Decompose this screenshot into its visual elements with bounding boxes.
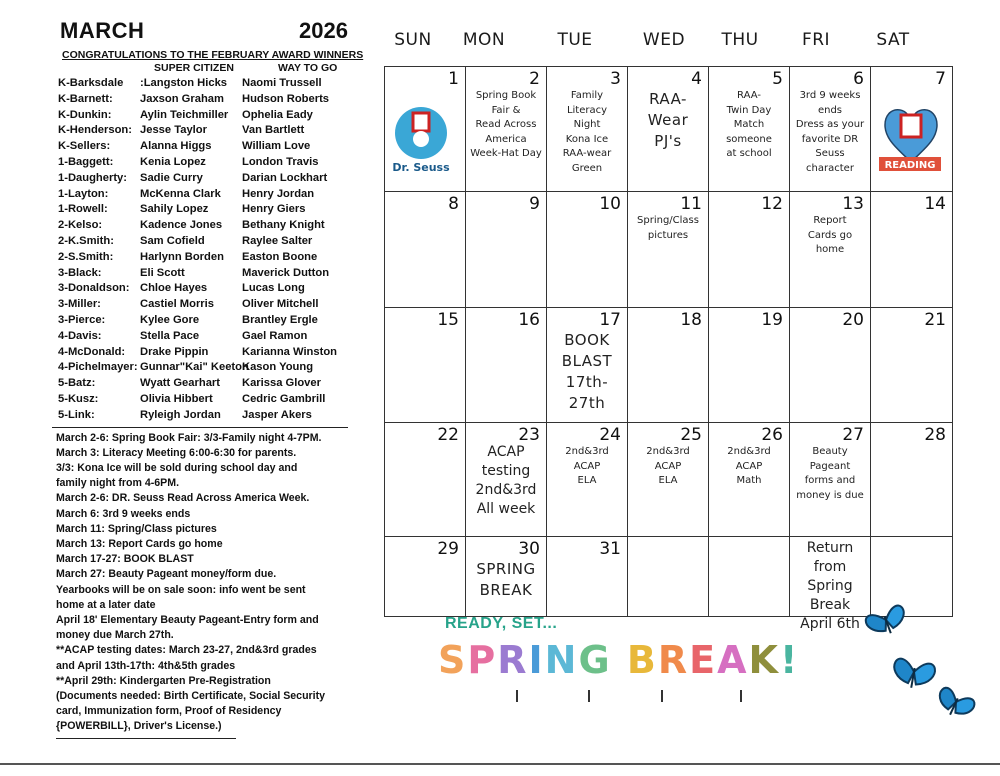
way-to-go-winner: Cedric Gambrill <box>242 392 326 405</box>
ready-set-text: READY, SET... <box>445 615 558 632</box>
note-line: April 18' Elementary Beauty Pageant-Entry form and <box>56 613 319 626</box>
super-citizen-winner: Gunnar"Kai" Keeton <box>140 361 249 374</box>
calendar-day <box>547 308 628 423</box>
way-to-go-winner: Karissa Glover <box>242 377 321 390</box>
event-line: BOOK <box>564 331 610 349</box>
note-line: **April 29th: Kindergarten Pre-Registration <box>56 674 271 687</box>
calendar-day <box>466 67 547 192</box>
note-line: (Documents needed: Birth Certificate, Social Security <box>56 689 326 702</box>
day-number: 13 <box>842 194 864 214</box>
super-citizen-winner: Jesse Taylor <box>140 124 207 137</box>
event-line: America <box>485 133 527 145</box>
event-line: Math <box>736 475 762 486</box>
day-number: 19 <box>761 310 783 330</box>
event-line: Read Across <box>475 119 537 130</box>
day-event <box>709 89 789 162</box>
calendar-day <box>871 308 953 423</box>
event-line: Seuss <box>815 148 845 159</box>
butterfly-icon <box>934 686 977 722</box>
day-number: 8 <box>448 194 459 214</box>
winner-row <box>56 219 348 235</box>
day-event <box>547 89 627 176</box>
calendar-day <box>547 67 628 192</box>
event-line: Kona Ice <box>565 133 609 145</box>
super-citizen-winner: McKenna Clark <box>140 187 221 200</box>
event-line: Week-Hat Day <box>470 148 542 159</box>
event-line: Literacy <box>566 104 608 116</box>
calendar-day <box>547 192 628 308</box>
calendar-day <box>871 423 953 537</box>
event-line: PJ's <box>654 132 682 150</box>
event-line: SPRING <box>476 560 536 578</box>
winner-row <box>56 282 348 298</box>
event-line: Fair & <box>491 104 521 116</box>
event-line: ELA <box>658 475 678 486</box>
day-header: WED <box>642 30 686 50</box>
note-line: March 17-27: BOOK BLAST <box>56 553 194 566</box>
calendar-day <box>790 192 871 308</box>
event-line: All week <box>476 501 536 517</box>
butterflies-image <box>856 590 996 730</box>
class-name: 5-Batz: <box>58 377 96 390</box>
event-line: someone <box>726 133 772 145</box>
way-to-go-winner: Naomi Trussell <box>242 77 322 89</box>
winner-row <box>56 346 348 362</box>
event-line: RAA-wear <box>562 148 612 159</box>
day-header: SAT <box>876 30 910 50</box>
event-line: ends <box>817 104 843 116</box>
note-line: March 27: Beauty Pageant money/form due. <box>56 568 277 581</box>
way-to-go-winner: Van Bartlett <box>242 124 305 137</box>
day-header: SUN <box>394 30 432 50</box>
winner-row <box>56 77 348 93</box>
event-line: Match <box>733 119 765 130</box>
svg-text:Dr. Seuss: Dr. Seuss <box>392 161 450 174</box>
super-citizen-winner: Kenia Lopez <box>140 155 206 168</box>
tick-mark <box>661 690 663 702</box>
winners-list <box>56 77 348 425</box>
banner-letter: K <box>748 638 780 682</box>
winner-row <box>56 361 348 377</box>
calendar-day <box>385 423 466 537</box>
winner-row <box>56 409 348 425</box>
super-citizen-winner: Eli Scott <box>140 266 185 279</box>
note-line: March 2-6: Spring Book Fair: 3/3-Family night 4-7PM. <box>56 431 322 444</box>
super-citizen-winner: Harlynn Borden <box>140 250 224 263</box>
banner-letter: A <box>717 638 749 682</box>
day-number: 27 <box>842 425 864 445</box>
calendar-day <box>466 423 547 537</box>
event-line: Dress as your <box>795 119 865 130</box>
calendar-day <box>628 423 709 537</box>
notes-list <box>56 431 348 735</box>
banner-letter: B <box>626 638 658 682</box>
event-line: 2nd&3rd <box>646 446 690 457</box>
event-line: home <box>815 244 845 255</box>
super-citizen-winner: Sam Cofield <box>140 234 205 247</box>
class-name: K-Henderson: <box>58 124 132 137</box>
way-to-go-winner: Henry Jordan <box>242 187 315 200</box>
spring-break-banner <box>438 638 799 682</box>
event-line: pictures <box>647 229 689 241</box>
super-citizen-winner: Sahily Lopez <box>140 203 209 216</box>
class-name: 3-Pierce: <box>58 313 106 326</box>
month-title: MARCH <box>60 18 145 43</box>
event-line: 3rd 9 weeks <box>799 90 861 101</box>
calendar-day <box>709 192 790 308</box>
way-to-go-winner: Lucas Long <box>242 282 305 295</box>
banner-letter <box>612 638 627 682</box>
event-line: April 6th <box>800 616 860 632</box>
way-to-go-winner: Oliver Mitchell <box>242 298 319 311</box>
super-citizen-winner: Jaxson Graham <box>140 92 224 105</box>
i-love-reading-image <box>875 95 945 175</box>
event-line: 2nd&3rd <box>475 482 537 498</box>
banner-letter: R <box>497 638 529 682</box>
event-line: Spring Book <box>475 90 537 101</box>
super-citizen-winner: Wyatt Gearhart <box>140 377 220 390</box>
event-line: 2nd&3rd <box>727 446 771 457</box>
super-citizen-winner: Kylee Gore <box>140 313 200 326</box>
svg-text:READING: READING <box>884 160 936 171</box>
class-name: 2-Kelso: <box>58 219 103 232</box>
day-event <box>790 214 870 258</box>
day-number: 31 <box>599 539 621 559</box>
way-to-go-winner: Kason Young <box>242 361 314 374</box>
day-event <box>628 445 708 489</box>
day-number: 28 <box>924 425 946 445</box>
winner-row <box>56 109 348 125</box>
class-name: 1-Layton: <box>58 187 109 200</box>
day-event <box>466 443 546 519</box>
calendar-day <box>385 67 466 192</box>
note-line: home at a later date <box>56 598 156 611</box>
super-citizen-winner: Stella Pace <box>140 329 200 342</box>
winner-row <box>56 188 348 204</box>
class-name: 3-Donaldson: <box>58 282 130 295</box>
way-to-go-winner: Henry Giers <box>242 203 306 216</box>
winner-row <box>56 251 348 267</box>
class-name: K-Dunkin: <box>58 108 112 121</box>
class-name: K-Sellers: <box>58 140 111 153</box>
day-number: 23 <box>518 425 540 445</box>
day-number: 22 <box>437 425 459 445</box>
event-line: RAA- <box>737 90 761 101</box>
class-name: 4-Pichelmayer: <box>58 361 138 374</box>
note-line: **ACAP testing dates: March 23-27, 2nd&3rd grades <box>56 644 317 657</box>
calendar-day <box>871 67 953 192</box>
event-line: Pageant <box>809 460 851 472</box>
note-line: Yearbooks will be on sale soon: info went be sent <box>56 583 306 596</box>
calendar-day <box>385 537 466 617</box>
super-citizen-winner: Kadence Jones <box>140 219 223 232</box>
class-name: 5-Kusz: <box>58 392 99 405</box>
note-line: March 2-6: DR. Seuss Read Across America Week. <box>56 492 310 505</box>
day-number: 12 <box>761 194 783 214</box>
day-number: 24 <box>599 425 621 445</box>
event-line: RAA- <box>649 90 687 108</box>
calendar-day <box>709 67 790 192</box>
super-citizen-winner: Castiel Morris <box>140 298 214 311</box>
note-line: card, Immunization form, Proof of Residency <box>56 705 282 718</box>
day-number: 29 <box>437 539 459 559</box>
day-number: 10 <box>599 194 621 214</box>
event-line: ACAP <box>487 444 525 460</box>
super-citizen-winner: :Langston Hicks <box>140 77 228 89</box>
dr-seuss-birthday-image <box>389 95 459 175</box>
butterfly-icon <box>864 604 909 640</box>
winner-row <box>56 314 348 330</box>
day-number: 3 <box>610 69 621 89</box>
event-line: Green <box>571 162 603 174</box>
banner-letter: G <box>578 638 612 682</box>
day-number: 21 <box>924 310 946 330</box>
day-event <box>709 445 789 489</box>
banner-letter: ! <box>779 638 800 682</box>
divider <box>56 738 236 739</box>
way-to-go-winner: Hudson Roberts <box>242 92 330 105</box>
class-name: 3-Miller: <box>58 298 101 311</box>
super-citizen-winner: Drake Pippin <box>140 345 209 358</box>
way-to-go-winner: William Love <box>242 140 311 153</box>
event-line: 2nd&3rd ACAP <box>565 446 609 472</box>
class-name: 4-Davis: <box>58 329 102 342</box>
calendar-day <box>790 308 871 423</box>
day-number: 16 <box>518 310 540 330</box>
class-name: 1-Daugherty: <box>58 171 127 184</box>
winner-row <box>56 298 348 314</box>
calendar-day <box>871 192 953 308</box>
winner-row <box>56 140 348 156</box>
day-number: 7 <box>935 69 946 89</box>
event-line: Spring <box>807 578 853 594</box>
calendar-day <box>466 192 547 308</box>
event-line: Twin Day <box>726 104 772 116</box>
note-line: March 6: 3rd 9 weeks ends <box>56 507 191 520</box>
left-panel <box>56 18 364 741</box>
class-name: 4-McDonald: <box>58 345 126 358</box>
day-header: FRI <box>801 30 831 50</box>
way-to-go-winner: Raylee Salter <box>242 234 313 247</box>
class-name: 1-Baggett: <box>58 155 114 168</box>
winner-row <box>56 93 348 109</box>
event-line: Report <box>813 215 847 226</box>
awards-title: CONGRATULATIONS TO THE FEBRUARY AWARD WINNERS <box>62 49 364 61</box>
class-name: K-Barksdale <box>58 77 124 89</box>
winner-row <box>56 172 348 188</box>
day-header: MON <box>462 30 506 50</box>
banner-letter: P <box>467 638 498 682</box>
super-citizen-winner: Sadie Curry <box>140 171 203 184</box>
note-line: March 3: Literacy Meeting 6:00-6:30 for parents. <box>56 446 297 459</box>
day-event <box>790 89 870 176</box>
calendar-day <box>709 537 790 617</box>
class-name: 2-S.Smith: <box>58 250 114 263</box>
day-number: 4 <box>691 69 702 89</box>
day-number: 20 <box>842 310 864 330</box>
day-event <box>628 214 708 243</box>
super-citizen-winner: Ryleigh Jordan <box>140 408 221 421</box>
calendar-day <box>628 192 709 308</box>
calendar-day <box>709 308 790 423</box>
day-number: 30 <box>518 539 540 559</box>
tick-mark <box>588 690 590 702</box>
day-number: 17 <box>599 310 621 330</box>
awards-column-headers <box>56 61 348 75</box>
event-line: money is due <box>796 489 864 501</box>
note-line: March 13: Report Cards go home <box>56 537 223 550</box>
way-to-go-winner: Karianna Winston <box>242 345 338 358</box>
event-line: BLAST <box>561 352 613 370</box>
calendar-day <box>466 537 547 617</box>
note-line: 3/3: Kona Ice will be sold during school day and <box>56 461 298 474</box>
calendar-day <box>628 537 709 617</box>
class-name: 5-Link: <box>58 408 95 421</box>
day-event <box>628 89 708 152</box>
event-line: ELA <box>577 475 597 486</box>
winner-row <box>56 377 348 393</box>
event-line: forms and <box>804 475 856 486</box>
tick-mark <box>740 690 742 702</box>
way-to-go-winner: Darian Lockhart <box>242 171 328 184</box>
calendar-day <box>385 308 466 423</box>
note-line: March 11: Spring/Class pictures <box>56 522 217 535</box>
super-citizen-winner: Alanna Higgs <box>140 140 212 153</box>
banner-letter: S <box>438 638 468 682</box>
way-to-go-winner: London Travis <box>242 155 319 168</box>
day-event <box>547 330 627 414</box>
calendar-day <box>547 537 628 617</box>
super-citizen-winner: Aylin Teichmiller <box>140 108 229 121</box>
day-number: 6 <box>853 69 864 89</box>
winner-row <box>56 156 348 172</box>
way-to-go-winner: Easton Boone <box>242 250 318 263</box>
day-number: 2 <box>529 69 540 89</box>
super-citizen-header: SUPER CITIZEN <box>154 62 234 74</box>
day-event <box>790 445 870 503</box>
calendar-day <box>628 308 709 423</box>
event-line: Beauty <box>812 446 848 457</box>
way-to-go-winner: Bethany Knight <box>242 219 325 232</box>
note-line: money due March 27th. <box>56 629 174 642</box>
way-to-go-header: WAY TO GO <box>278 62 338 74</box>
note-line: and April 13th-17th: 4th&5th grades <box>56 659 236 672</box>
winner-row <box>56 124 348 140</box>
way-to-go-winner: Brantley Ergle <box>242 313 318 326</box>
day-number: 11 <box>680 194 702 214</box>
title-row <box>56 18 348 48</box>
tick-mark <box>516 690 518 702</box>
way-to-go-winner: Gael Ramon <box>242 329 308 342</box>
super-citizen-winner: Olivia Hibbert <box>140 392 213 405</box>
calendar-day <box>709 423 790 537</box>
day-number: 1 <box>448 69 459 89</box>
class-name: 2-K.Smith: <box>58 234 114 247</box>
event-line: Return <box>806 540 854 556</box>
way-to-go-winner: Jasper Akers <box>242 408 312 421</box>
class-name: K-Barnett: <box>58 92 113 105</box>
event-line: Family <box>570 90 604 101</box>
winner-row <box>56 235 348 251</box>
page-bottom-edge <box>0 763 1000 765</box>
event-line: BREAK <box>479 581 533 599</box>
winner-row <box>56 203 348 219</box>
event-line: testing <box>481 463 531 479</box>
event-line: ACAP <box>735 460 763 472</box>
event-line: ACAP <box>654 460 682 472</box>
note-line: {POWERBILL}, Driver's License.) <box>56 720 222 733</box>
banner-letter: N <box>544 638 579 682</box>
day-number: 18 <box>680 310 702 330</box>
calendar-day <box>628 67 709 192</box>
class-name: 3-Black: <box>58 266 102 279</box>
event-line: character <box>806 162 854 174</box>
day-event <box>547 445 627 489</box>
event-line: favorite DR <box>801 133 859 145</box>
winner-row <box>56 267 348 283</box>
event-line: 17th-27th <box>565 373 609 412</box>
divider <box>52 427 348 428</box>
event-line: Cards go <box>807 229 853 241</box>
note-line: family night from 4-6PM. <box>56 477 180 490</box>
event-line: from <box>813 559 847 575</box>
event-line: Wear <box>647 111 689 129</box>
day-event <box>466 89 546 162</box>
banner-letter: E <box>689 638 718 682</box>
winner-row <box>56 393 348 409</box>
winner-row <box>56 330 348 346</box>
day-number: 5 <box>772 69 783 89</box>
calendar-day <box>466 308 547 423</box>
calendar-day <box>385 192 466 308</box>
day-event <box>466 559 546 601</box>
event-line: Break <box>809 597 851 613</box>
day-number: 14 <box>924 194 946 214</box>
event-line: Night <box>573 119 601 130</box>
super-citizen-winner: Chloe Hayes <box>140 282 208 295</box>
way-to-go-winner: Maverick Dutton <box>242 266 330 279</box>
day-number: 25 <box>680 425 702 445</box>
banner-letter: I <box>528 638 545 682</box>
day-number: 26 <box>761 425 783 445</box>
day-header: TUE <box>557 30 593 50</box>
calendar-day <box>790 423 871 537</box>
butterfly-icon <box>891 658 936 692</box>
day-number: 9 <box>529 194 540 214</box>
class-name: 1-Rowell: <box>58 203 108 216</box>
event-line: Spring/Class <box>637 215 699 226</box>
day-number: 15 <box>437 310 459 330</box>
day-header: THU <box>721 30 759 50</box>
banner-letter: R <box>657 638 690 682</box>
calendar-day <box>790 67 871 192</box>
year-title: 2026 <box>299 18 348 43</box>
event-line: at school <box>726 148 772 159</box>
calendar-day <box>547 423 628 537</box>
way-to-go-winner: Ophelia Eady <box>242 108 313 121</box>
